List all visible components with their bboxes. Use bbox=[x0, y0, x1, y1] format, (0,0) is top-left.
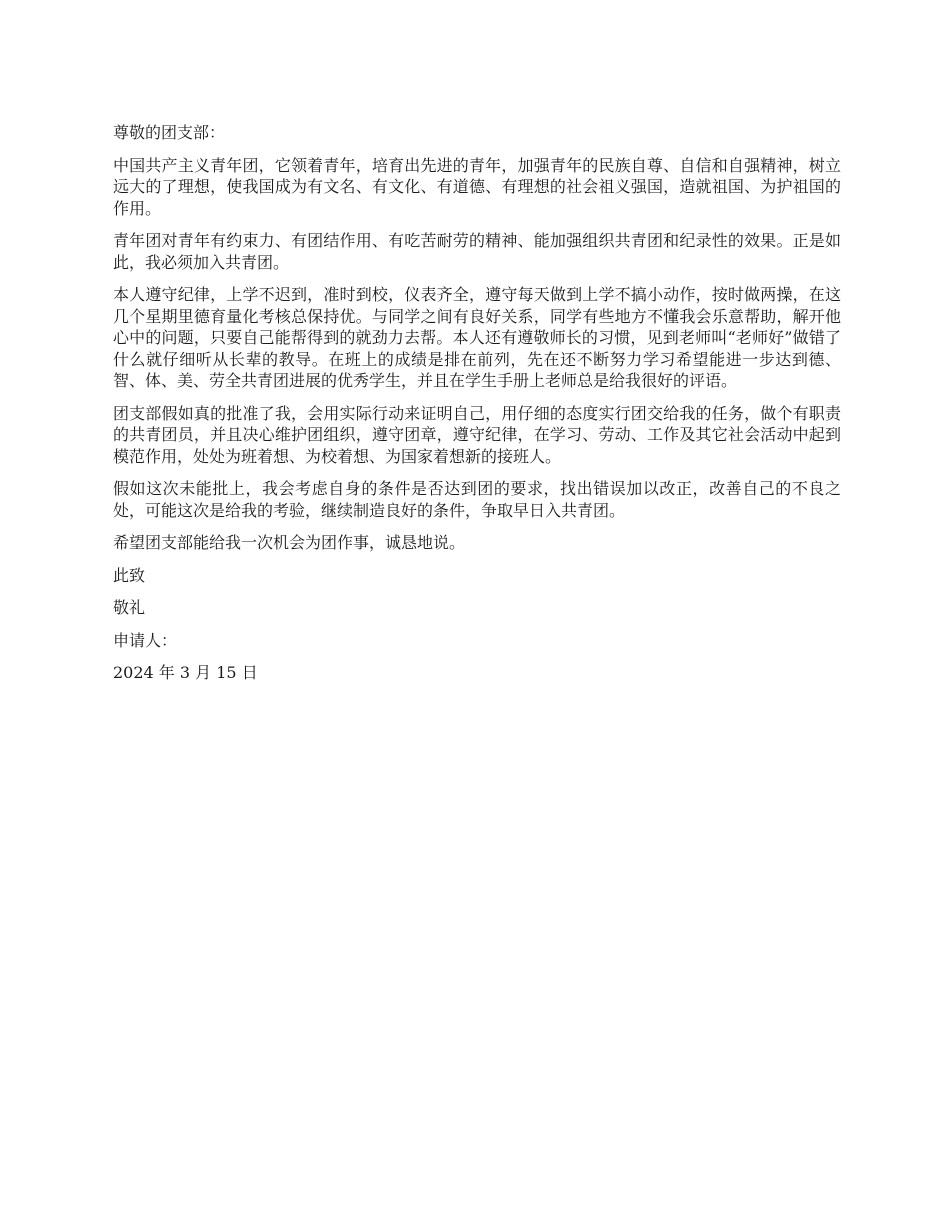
applicant-label: 申请人： bbox=[113, 630, 178, 650]
paragraph-4: 团支部假如真的批准了我，会用实际行动来证明自己，用仔细的态度实行团交给我的任务，做个有职责的共青团员，并且决心维护团组织，遵守团章，遵守纪律，在学习、劳动、工作及其它社会活动中起到模范作用，处处为班着想、为校着想、为国家着想新的接班人。 bbox=[113, 403, 841, 466]
paragraph-6: 希望团支部能给我一次机会为团作事，诚恳地说。 bbox=[113, 533, 466, 552]
closing-respect: 此致 bbox=[113, 565, 146, 585]
paragraph-2: 青年团对青年有约束力、有团结作用、有吃苦耐劳的精神、能加强组织共青团和纪录性的效果。正是如此，我必须加入共青团。 bbox=[113, 231, 841, 272]
paragraph-5: 假如这次未能批上，我会考虑自身的条件是否达到团的要求，找出错误加以改正，改善自己的不良之处，可能这次是给我的考验，继续制造良好的条件，争取早日入共青团。 bbox=[113, 479, 841, 520]
paragraph-1: 中国共产主义青年团，它领着青年，培育出先进的青年，加强青年的民族自尊、自信和自强精神，树立远大的了理想，使我国成为有文名、有文化、有道德、有理想的社会祖义强国，造就祖国、为护祖国的作用。 bbox=[113, 155, 841, 218]
letter-page bbox=[113, 122, 841, 695]
closing-salute: 敬礼 bbox=[113, 598, 146, 617]
letter-date: 2024 年 3 月 15 日 bbox=[113, 663, 258, 682]
paragraph-3: 本人遵守纪律，上学不迟到，准时到校，仪表齐全，遵守每天做到上学不搞小动作，按时做两操，在这几个星期里德育量化考核总保持优。与同学之间有良好关系，同学有些地方不懂我会乐意帮助，解开他心中的问题，只要自己能帮得到的就劲力去帮。本人还有遵敬师长的习惯，见到老师叫“老师好”做错了什么就仔细听从长辈的教导。在班上的成绩是排在前列，先在还不断努力学习希望能进一步达到德、智、体、美、劳全共青团进展的优秀学生，并且在学生手册上老师总是给我很好的评语。 bbox=[113, 285, 841, 390]
salutation: 尊敬的团支部： bbox=[113, 123, 226, 142]
